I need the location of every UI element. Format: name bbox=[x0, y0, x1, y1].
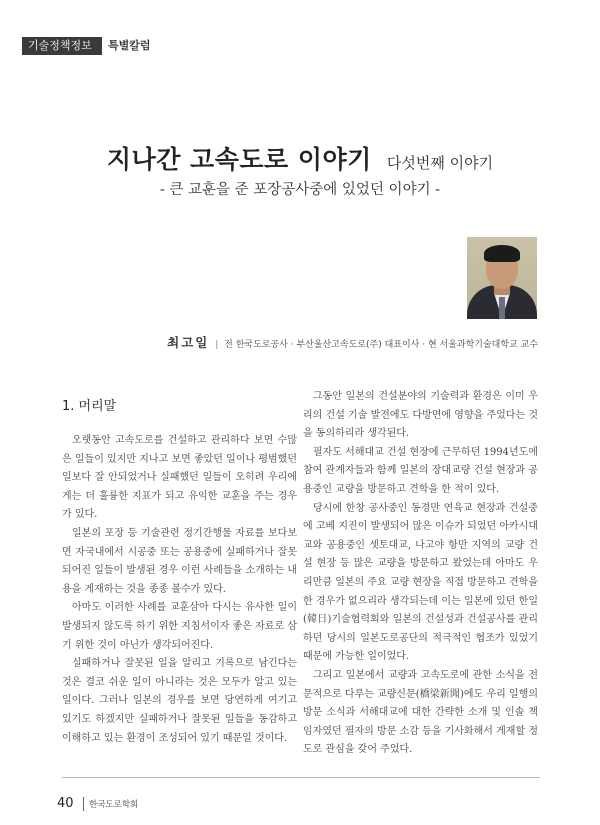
body-paragraph: 그리고 일본에서 교량과 고속도로에 관한 소식을 전문적으로 다루는 교량신문(橋梁新聞)에도 우리 일행의 방문 소식과 서해대교에 대한 간략한 소개 및 인솔 책임자였던 필자의 방문 소감 등을 기사화해서 게재할 정도로 관심을 갖어 주었다. bbox=[303, 669, 538, 756]
article-series: 다섯번째 이야기 bbox=[386, 154, 494, 172]
body-paragraph: 그동안 일본의 건설분야의 기술력과 환경은 이미 우리의 건설 기술 발전에도 다방면에 영향을 주었다는 것을 동의하리라 생각된다. bbox=[303, 391, 538, 440]
body-paragraph: 실패하거나 잘못된 일을 알리고 기록으로 남긴다는 것은 결코 쉬운 일이 아니라는 것은 모두가 알고 있는 일이다. 그러나 일본의 경우를 보면 당연하게 여기고 있기도 하겠지만 실패하거나 잘못된 일들을 동감하고 이해하고 있는 환경이 조성되어 있기 때문일 것이다. bbox=[62, 658, 297, 744]
author-affiliation: 전 한국도로공사 · 부산울산고속도로(주) 대표이사 · 현 서울과학기술대학교 교수 bbox=[224, 340, 538, 350]
body-paragraph: 아마도 이러한 사례를 교훈삼아 다시는 유사한 일이 발생되지 않도록 하기 위한 지침서이자 좋은 자료로 삼기 위한 것이 아닌가 생각되어진다. bbox=[62, 602, 297, 651]
body-paragraph: 일본의 포장 등 기술관련 정기간행물 자료를 보다보면 자국내에서 시공중 또는 공용중에 실패하거나 잘못되어진 일들이 발생된 경우 이런 사례들을 소개하는 내용을 게재하는 것을 종종 볼수가 있다. bbox=[62, 527, 297, 595]
author-name: 최고일 bbox=[167, 335, 210, 350]
body-paragraph: 오랫동안 고속도로를 건설하고 관리하다 보면 수많은 일들이 있지만 지나고 보면 좋았던 일이나 평범했던 일보다 잘 안되었거나 실패했던 일들이 오히려 우리에게는 더 훌륭한 지표가 되고 유익한 교훈을 주는 경우가 있다. bbox=[62, 435, 297, 521]
article-title-row bbox=[0, 140, 600, 176]
author-photo bbox=[467, 237, 537, 319]
header-column-label: 특별칼럼 bbox=[108, 39, 151, 52]
author-byline bbox=[0, 333, 538, 351]
author-separator: | bbox=[215, 340, 219, 350]
footer-publication: 한국도로학회 bbox=[89, 800, 139, 810]
section-heading: 1. 머리말 bbox=[62, 399, 117, 414]
footer-separator bbox=[83, 797, 84, 811]
article-subtitle: - 큰 교훈을 준 포장공사중에 있었던 이야기 - bbox=[159, 182, 441, 198]
body-paragraph: 필자도 서해대교 건설 현장에 근무하던 1994년도에 참여 관계자들과 함께 일본의 장대교량 건설 현장과 공용중인 교량을 방문하고 견학을 한 적이 있다. bbox=[303, 446, 538, 495]
body-column-left bbox=[62, 432, 297, 748]
body-column-right bbox=[303, 388, 538, 760]
page-number: 40 bbox=[57, 796, 74, 811]
header-category-tab: 기술정책정보 bbox=[22, 37, 102, 55]
article-title: 지나간 고속도로 이야기 bbox=[106, 145, 372, 174]
footer-divider bbox=[62, 777, 540, 778]
body-paragraph: 당시에 한창 공사중인 동경만 연육교 현장과 건설중에 고베 지진이 발생되어 많은 이슈가 되었던 아카시대교와 공용중인 셋토대교, 나고야 항만 지역의 교량 건설 현장 등 많은 교량을 방문하고 왔었는데 아마도 우리만큼 일본의 주요 교량 현장을 직접 방문하고 견학을 한 경우가 없으리라 생각되는데 이는 일본에 있던 한일(韓日)기술협력회와 일본의 건설성과 건설공사를 관리하던 당시의 일본도로공단의 적극적인 협조가 있었기 때문에 가능한 일이었다. bbox=[303, 502, 538, 663]
